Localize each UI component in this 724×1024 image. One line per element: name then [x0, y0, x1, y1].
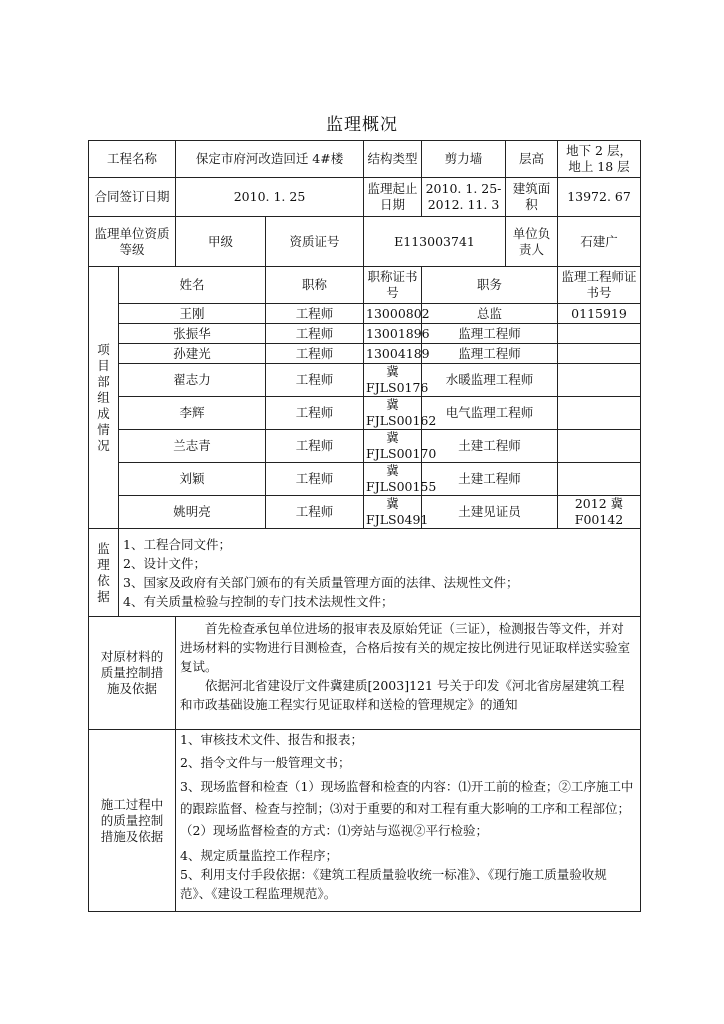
- member-name: 李辉: [119, 397, 266, 430]
- materials-label: 对原材料的质量控制措施及依据: [89, 617, 176, 730]
- member-cert-no: 冀 FJLS00162: [364, 397, 422, 430]
- qualification-row: [89, 217, 641, 267]
- member-row: [89, 430, 641, 463]
- member-cert-no: 冀 FJLS0176: [364, 364, 422, 397]
- member-name: 张振华: [119, 324, 266, 344]
- process-row: [89, 730, 641, 912]
- project-info-row: [89, 141, 641, 178]
- process-item-1: 1、审核技术文件、报告和报表；: [180, 732, 363, 747]
- header-cert-no: 职称证书号: [364, 267, 422, 304]
- process-item-2: 2、指令文件与一般管理文书；: [180, 755, 351, 770]
- process-label: 施工过程中的质量控制措施及依据: [89, 730, 176, 912]
- member-name: 翟志力: [119, 364, 266, 397]
- member-engineer-cert: [558, 397, 641, 430]
- member-engineer-cert: 0115919: [558, 304, 641, 324]
- overview-table: [88, 140, 641, 912]
- process-item-5: 5、利用支付手段依据：《建筑工程质量验收统一标准》、《现行施工质量验收规范》、《建设工程监理规范》。: [180, 867, 607, 901]
- project-name-label: 工程名称: [89, 141, 176, 178]
- supervision-period-label: 监理起止日期: [364, 178, 422, 217]
- members-section-label: 项 目 部 组 成 情 况: [89, 267, 119, 529]
- member-name: 刘颖: [119, 463, 266, 496]
- basis-item: 2、设计文件；: [123, 555, 206, 571]
- member-engineer-cert: [558, 364, 641, 397]
- member-position: 监理工程师: [422, 324, 558, 344]
- contract-row: [89, 178, 641, 217]
- member-name: 兰志青: [119, 430, 266, 463]
- member-position: 土建工程师: [422, 463, 558, 496]
- materials-paragraph-1: 首先检查承包单位进场的报审表及原始凭证（三证），检测报告等文件，并对进场材料的实物进行目测检查，合格后按有关的规定按比例进行见证取样送实验室复试。: [180, 621, 631, 674]
- unit-leader-value: 石建广: [558, 217, 641, 267]
- members-header-row: [89, 267, 641, 304]
- qualification-label: 监理单位资质等级: [89, 217, 176, 267]
- member-row: [89, 463, 641, 496]
- page-title: 监理概况: [326, 115, 398, 135]
- floors-value: 地下 2 层，地上 18 层: [558, 141, 641, 178]
- basis-item: 1、工程合同文件；: [123, 536, 231, 552]
- process-item-3: 3、现场监督和检查（1）现场监督和检查的内容：⑴开工前的检查；②工序施工中的跟踪监督、检查与控制；⑶对于重要的和对工程有重大影响的工序和工程部位；（2）现场监督检查的方式：⑴旁站与巡视②平行检验；: [180, 779, 634, 838]
- process-content: [176, 730, 641, 912]
- member-row: [89, 364, 641, 397]
- basis-item: 3、国家及政府有关部门颁布的有关质量管理方面的法律、法规性文件；: [123, 574, 519, 590]
- member-cert-no: 冀 FJLS00170: [364, 430, 422, 463]
- member-row: [89, 344, 641, 364]
- materials-paragraph-2: 依据河北省建设厅文件冀建质[2003]121 号关于印发《河北省房屋建筑工程和市政基础设施工程实行见证取样和送检的管理规定》的通知: [180, 678, 625, 712]
- process-item-4: 4、规定质量监控工作程序；: [180, 848, 338, 863]
- materials-row: [89, 617, 641, 730]
- basis-item: 4、有关质量检验与控制的专门技术法规性文件；: [123, 593, 394, 609]
- member-title: 工程师: [266, 344, 364, 364]
- certificate-value: E113003741: [364, 217, 506, 267]
- member-position: 电气监理工程师: [422, 397, 558, 430]
- member-cert-no: 13000802: [364, 304, 422, 324]
- member-title: 工程师: [266, 304, 364, 324]
- member-title: 工程师: [266, 397, 364, 430]
- member-engineer-cert: [558, 463, 641, 496]
- member-position: 总监: [422, 304, 558, 324]
- basis-row: [89, 529, 641, 617]
- contract-date-value: 2010. 1. 25: [176, 178, 364, 217]
- member-row: [89, 397, 641, 430]
- basis-list: [119, 529, 641, 617]
- unit-leader-label: 单位负责人: [506, 217, 558, 267]
- member-row: [89, 304, 641, 324]
- member-title: 工程师: [266, 430, 364, 463]
- basis-label: 监 理 依 据: [89, 529, 119, 617]
- member-name: 孙建光: [119, 344, 266, 364]
- header-title: 职称: [266, 267, 364, 304]
- member-title: 工程师: [266, 324, 364, 344]
- member-cert-no: 13001896: [364, 324, 422, 344]
- member-title: 工程师: [266, 496, 364, 529]
- member-title: 工程师: [266, 364, 364, 397]
- member-cert-no: 冀 FJLS0491: [364, 496, 422, 529]
- member-engineer-cert: [558, 430, 641, 463]
- member-engineer-cert: 2012 冀 F00142: [558, 496, 641, 529]
- member-name: 姚明亮: [119, 496, 266, 529]
- member-row: [89, 496, 641, 529]
- member-row: [89, 324, 641, 344]
- member-position: 土建工程师: [422, 430, 558, 463]
- supervision-period-value: 2010. 1. 25- 2012. 11. 3: [422, 178, 506, 217]
- structure-type-label: 结构类型: [364, 141, 422, 178]
- member-position: 监理工程师: [422, 344, 558, 364]
- building-area-label: 建筑面积: [506, 178, 558, 217]
- header-position: 职务: [422, 267, 558, 304]
- certificate-label: 资质证号: [266, 217, 364, 267]
- member-position: 土建见证员: [422, 496, 558, 529]
- member-cert-no: 13004189: [364, 344, 422, 364]
- member-title: 工程师: [266, 463, 364, 496]
- qualification-value: 甲级: [176, 217, 266, 267]
- header-name: 姓名: [119, 267, 266, 304]
- member-name: 王刚: [119, 304, 266, 324]
- floors-label: 层高: [506, 141, 558, 178]
- contract-date-label: 合同签订日期: [89, 178, 176, 217]
- structure-type-value: 剪力墙: [422, 141, 506, 178]
- member-engineer-cert: [558, 344, 641, 364]
- member-position: 水暖监理工程师: [422, 364, 558, 397]
- header-engineer-cert: 监理工程师证书号: [558, 267, 641, 304]
- member-cert-no: 冀 FJLS00155: [364, 463, 422, 496]
- building-area-value: 13972. 67: [558, 178, 641, 217]
- materials-content: [176, 617, 641, 730]
- project-name-value: 保定市府河改造回迁 4#楼: [176, 141, 364, 178]
- member-engineer-cert: [558, 324, 641, 344]
